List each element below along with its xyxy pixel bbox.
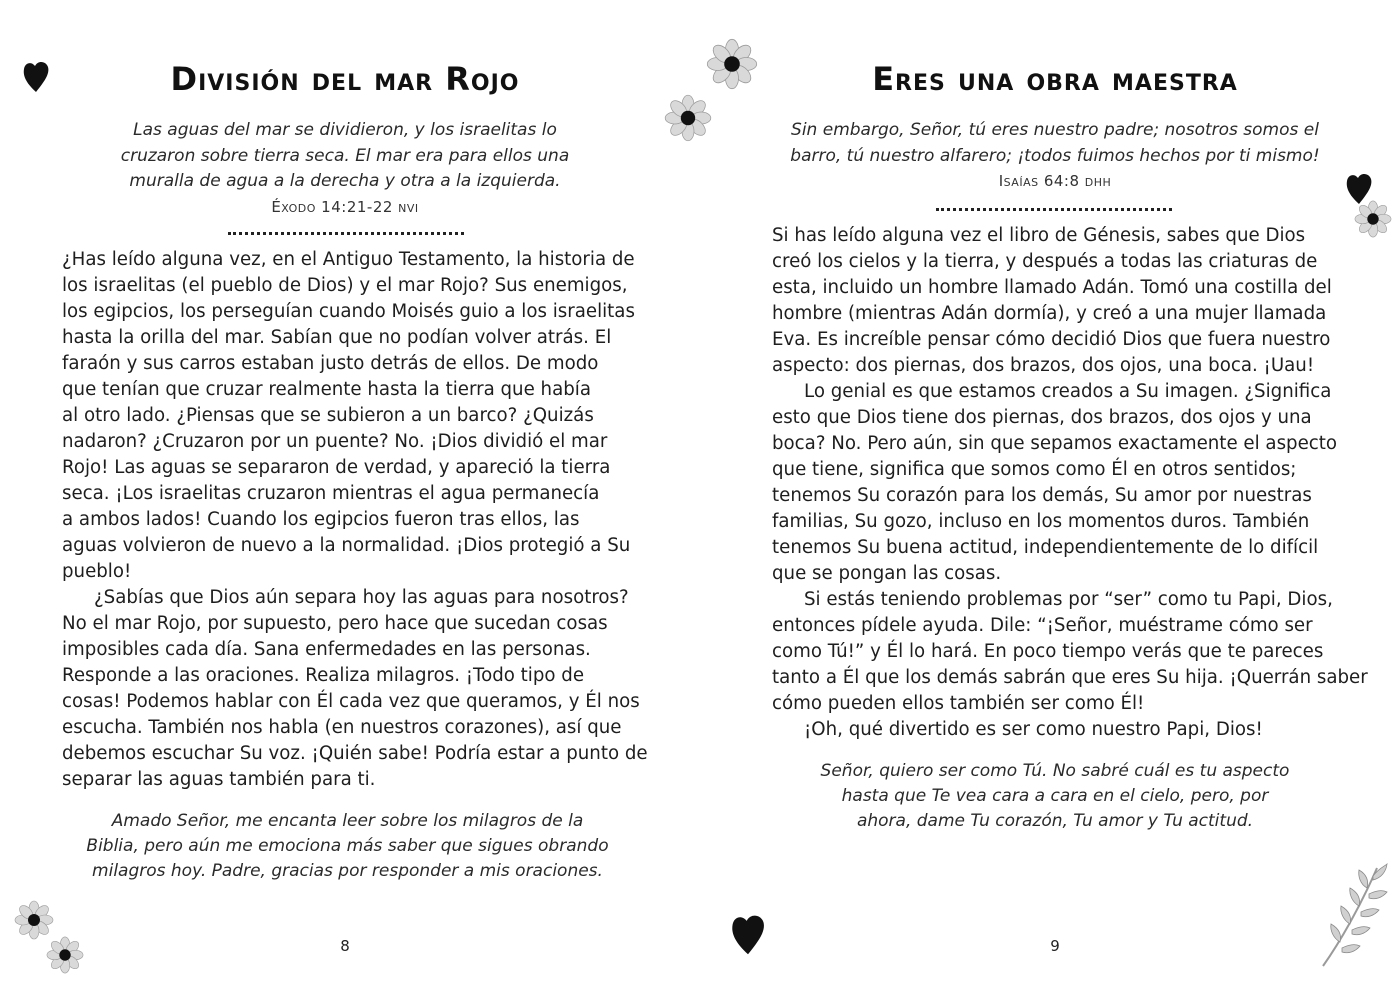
- body-line: Lo genial es que estamos creados a Su imagen. ¿Significa: [804, 381, 1332, 402]
- leaf-sprig-icon: [1315, 862, 1395, 972]
- body-line: seca. ¡Los israelitas cruzaron mientras el agua permanecía: [62, 483, 600, 504]
- flower-icon: [1354, 200, 1392, 238]
- body-line: debemos escuchar Su voz. ¡Quién sabe! Podría estar a punto de: [62, 743, 648, 764]
- body-line: entonces pídele ayuda. Dile: “¡Señor, muéstrame cómo ser: [772, 615, 1313, 636]
- body-line: hombre (mientras Adán dormía), y creó a una mujer llamada: [772, 303, 1327, 324]
- verse-line: Sin embargo, Señor, tú eres nuestro padre; nosotros somos el: [791, 120, 1319, 140]
- prayer-line: Señor, quiero ser como Tú. No sabré cuál es tu aspecto: [820, 761, 1290, 781]
- body-line: Si has leído alguna vez el libro de Génesis, sabes que Dios: [772, 225, 1306, 246]
- scripture-verse: [95, 118, 595, 220]
- verse-line: muralla de agua a la derecha y otra a la izquierda.: [129, 171, 561, 191]
- body-line: separar las aguas también para ti.: [62, 769, 376, 790]
- verse-line: cruzaron sobre tierra seca. El mar era para ellos una: [120, 145, 570, 166]
- body-text: [62, 247, 648, 793]
- body-line: tenemos Su corazón para los demás, Su amor por nuestras: [772, 485, 1312, 506]
- body-line: creó los cielos y la tierra, y después a todas las criaturas de: [772, 251, 1318, 272]
- body-line: como Tú!” y Él lo hará. En poco tiempo verás que te pareces: [772, 641, 1324, 662]
- page-number: 9: [1050, 937, 1060, 955]
- body-line: faraón y sus carros estaban justo detrás de ellos. De modo: [62, 353, 599, 374]
- body-line: nadaron? ¿Cruzaron por un puente? No. ¡Dios dividió el mar: [62, 431, 608, 452]
- body-line: Si estás teniendo problemas por “ser” como tu Papi, Dios,: [804, 589, 1333, 610]
- prayer-line: milagros hoy. Padre, gracias por responder a mis oraciones.: [92, 861, 603, 881]
- body-line: ¡Oh, qué divertido es ser como nuestro Papi, Dios!: [804, 719, 1263, 740]
- body-line: cómo pueden ellos también ser como Él!: [772, 693, 1145, 714]
- verse-line: barro, tú nuestro alfarero; ¡todos fuimos hechos por ti mismo!: [790, 145, 1320, 166]
- body-line: Rojo! Las aguas se separaron de verdad, y apareció la tierra: [62, 457, 611, 478]
- dotted-divider: [228, 232, 464, 235]
- right-page: [700, 0, 1400, 988]
- body-line: Eva. Es increíble pensar cómo decidió Dios que fuera nuestro: [772, 329, 1331, 350]
- body-line: que tiene, significa que somos como Él en otros sentidos;: [772, 459, 1297, 480]
- flower-icon: [706, 38, 758, 90]
- verse-reference: Isaías 64:8 dhh: [998, 172, 1112, 190]
- body-line: boca? No. Pero aún, sin que sepamos exactamente el aspecto: [772, 433, 1338, 454]
- prayer-line: Biblia, pero aún me emociona más saber que sigues obrando: [86, 836, 609, 856]
- body-line: aspecto: dos piernas, dos brazos, dos ojos, una boca. ¡Uau!: [772, 355, 1315, 376]
- body-line: imposibles cada día. Sana enfermedades en las personas.: [62, 639, 591, 660]
- page-number: 8: [340, 937, 350, 955]
- body-line: aguas volvieron de nuevo a la normalidad. ¡Dios protegió a Su: [62, 535, 631, 556]
- body-line: Responde a las oraciones. Realiza milagros. ¡Todo tipo de: [62, 665, 585, 686]
- body-line: al otro lado. ¿Piensas que se subieron a un barco? ¿Quizás: [62, 405, 594, 426]
- body-line: que se pongan las cosas.: [772, 563, 1002, 584]
- verse-reference: Éxodo 14:21-22 nvi: [271, 197, 419, 216]
- body-line: pueblo!: [62, 561, 132, 582]
- body-line: a ambos lados! Cuando los egipcios fueron tras ellos, las: [62, 509, 580, 530]
- dotted-divider: [936, 208, 1172, 211]
- body-line: tanto a Él que los demás sabrán que eres Su hija. ¡Querrán saber: [772, 667, 1368, 688]
- body-text: [772, 223, 1368, 743]
- body-line: los israelitas (el pueblo de Dios) y el mar Rojo? Sus enemigos,: [62, 275, 628, 296]
- body-line: No el mar Rojo, por supuesto, pero hace que sucedan cosas: [62, 613, 608, 634]
- body-line: tenemos Su buena actitud, independientemente de lo difícil: [772, 537, 1319, 558]
- prayer-text: [60, 809, 635, 884]
- prayer-line: ahora, dame Tu corazón, Tu amor y Tu actitud.: [856, 811, 1254, 831]
- heart-icon: [22, 60, 50, 94]
- body-line: los egipcios, los perseguían cuando Moisés guio a los israelitas: [62, 301, 635, 322]
- page-title: División del mar Rojo: [170, 60, 520, 98]
- body-line: ¿Has leído alguna vez, en el Antiguo Testamento, la historia de: [62, 249, 635, 270]
- body-line: esta, incluido un hombre llamado Adán. Tomó una costilla del: [772, 277, 1332, 298]
- page-title: Eres una obra maestra: [872, 60, 1238, 98]
- flower-icon: [14, 900, 54, 940]
- prayer-line: hasta que Te vea cara a cara en el cielo, pero, por: [841, 786, 1269, 806]
- flower-icon: [46, 936, 84, 974]
- scripture-verse: [785, 118, 1325, 195]
- body-line: familias, Su gozo, incluso en los momentos duros. También: [772, 511, 1310, 532]
- prayer-line: Amado Señor, me encanta leer sobre los milagros de la: [111, 811, 584, 831]
- body-line: cosas! Podemos hablar con Él cada vez que queramos, y Él nos: [62, 691, 640, 712]
- prayer-text: [810, 759, 1300, 834]
- body-line: escucha. También nos habla (en nuestros corazones), así que: [62, 717, 622, 738]
- body-line: que tenían que cruzar realmente hasta la tierra que había: [62, 379, 591, 400]
- body-line: ¿Sabías que Dios aún separa hoy las aguas para nosotros?: [94, 587, 629, 608]
- heart-icon: [730, 912, 766, 958]
- body-line: hasta la orilla del mar. Sabían que no podían volver atrás. El: [62, 327, 612, 348]
- verse-line: Las aguas del mar se dividieron, y los israelitas lo: [133, 120, 557, 140]
- body-line: esto que Dios tiene dos piernas, dos brazos, dos ojos y una: [772, 407, 1312, 428]
